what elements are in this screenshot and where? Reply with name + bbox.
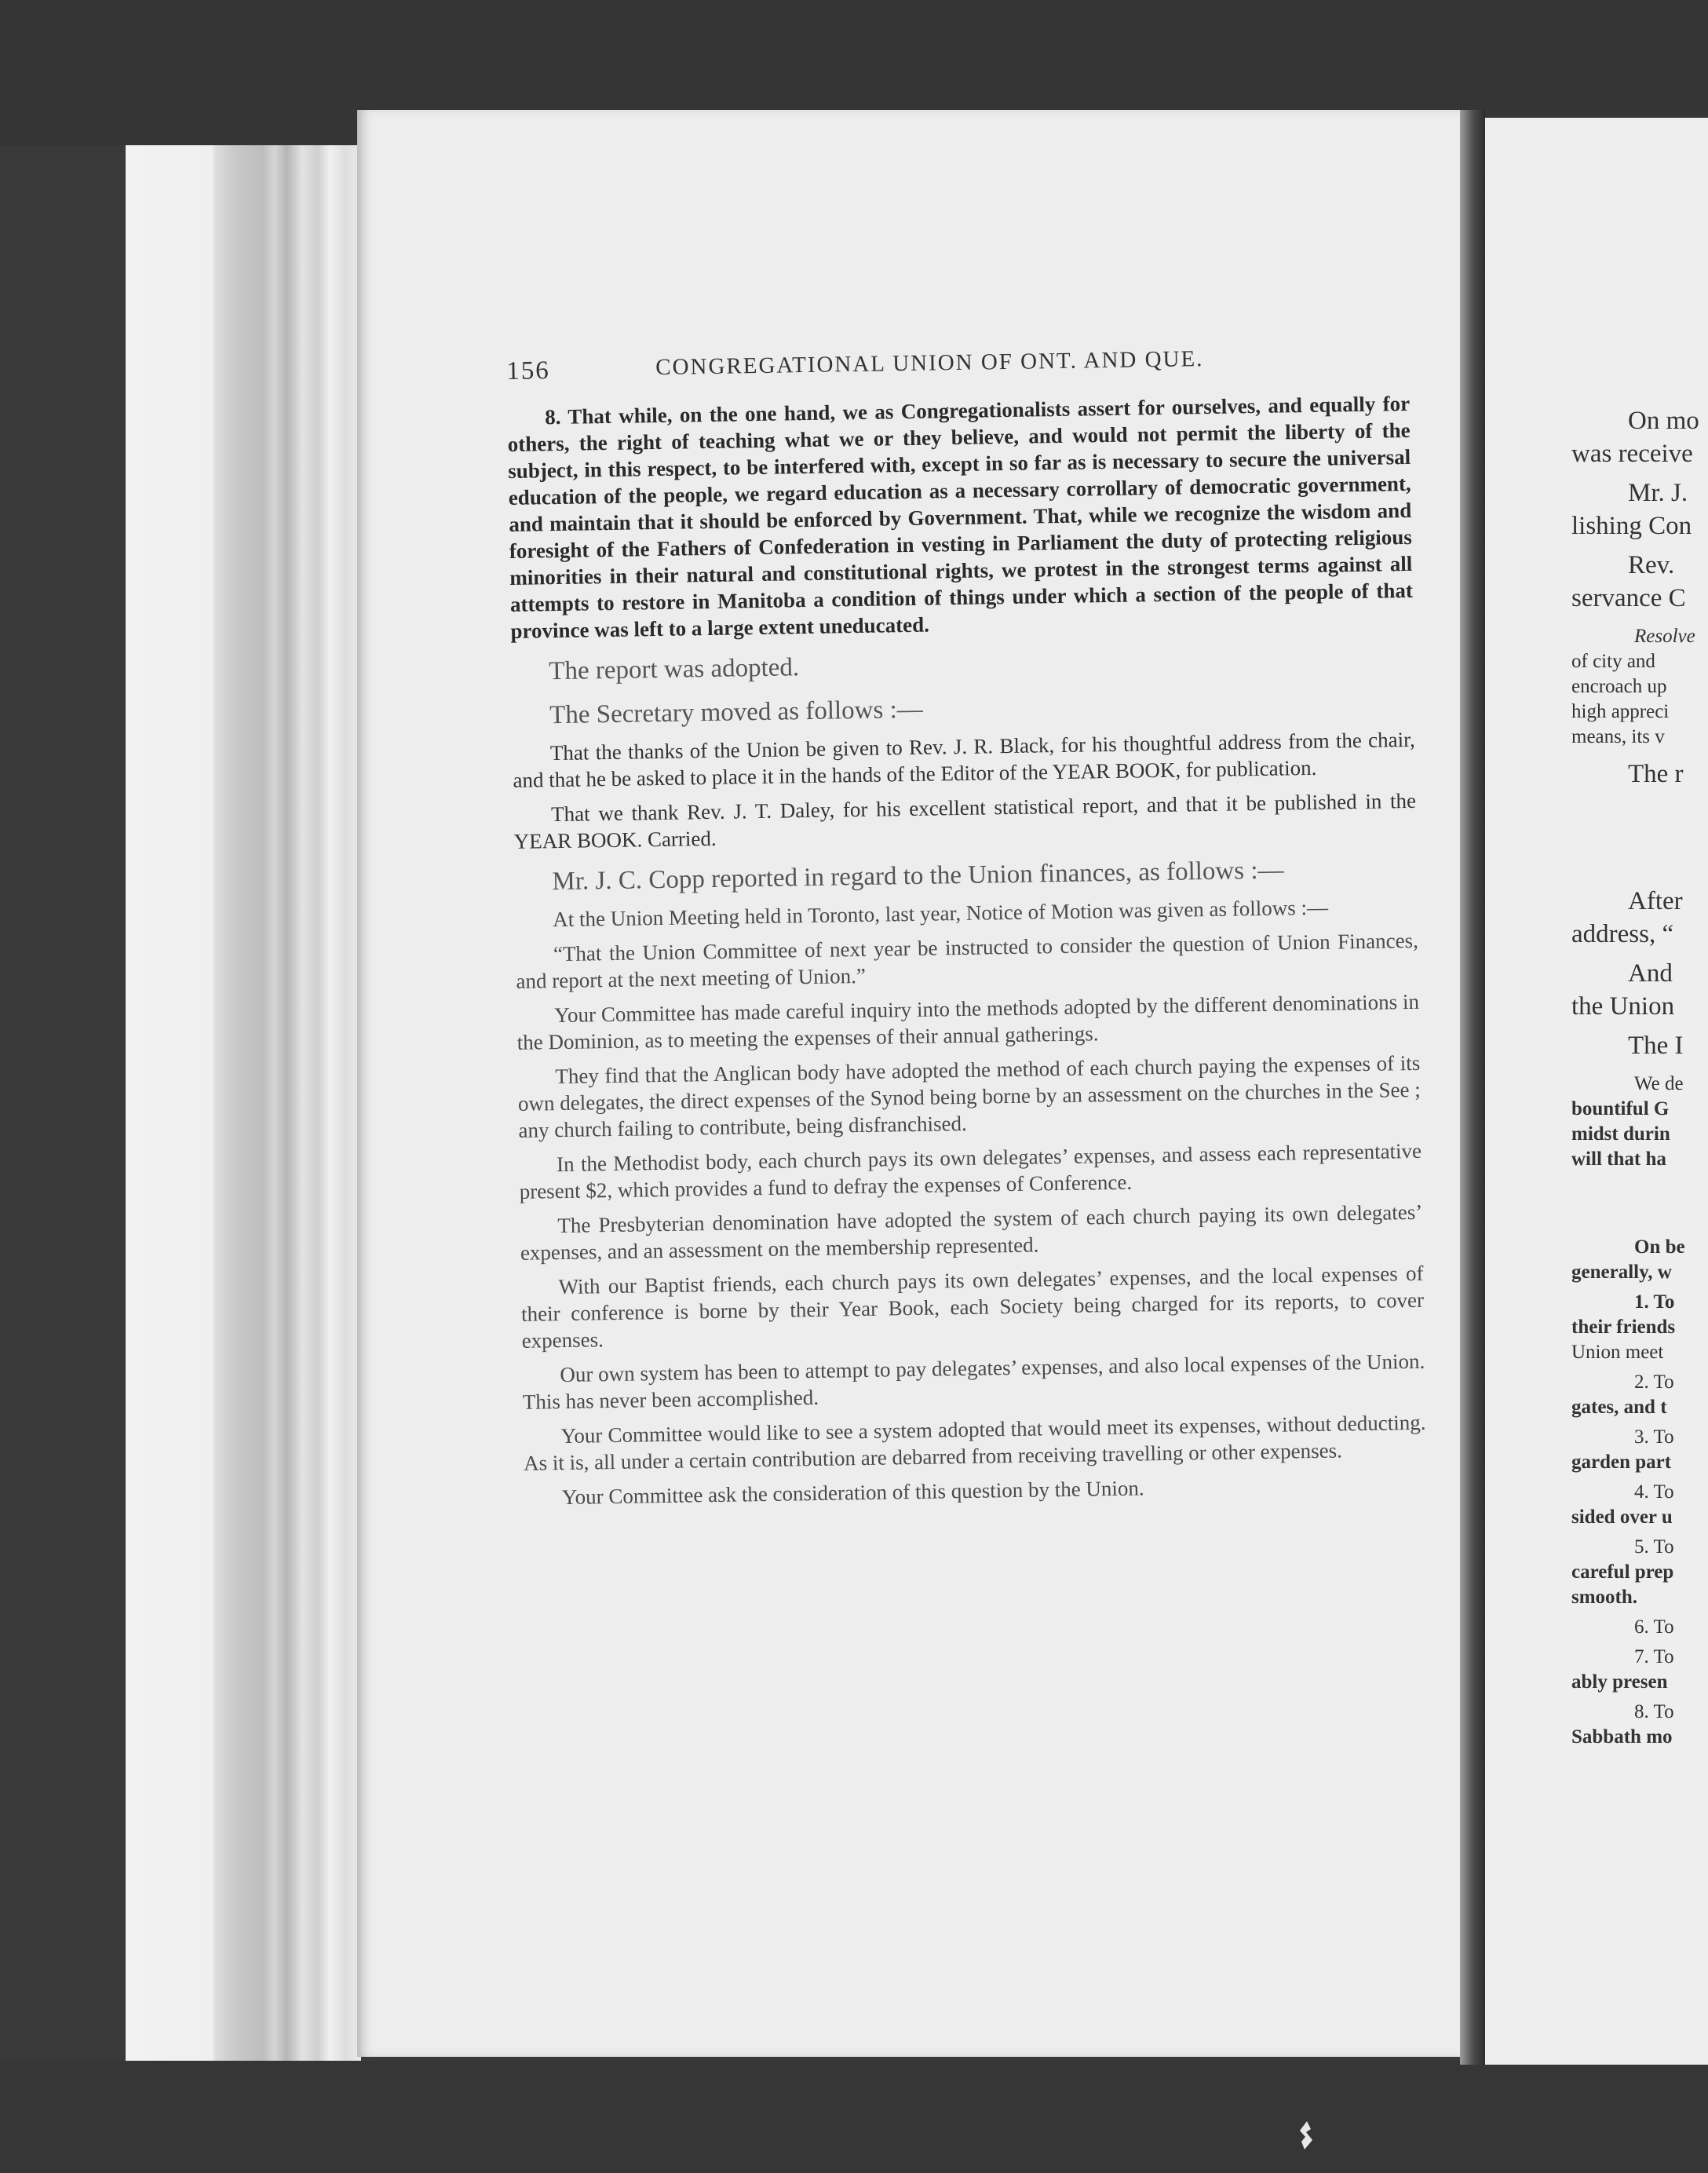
presbyterian-method: The Presbyterian denomination have adopted the system of each church paying its own delegates’ expenses, and an assessment on the membership represented. — [520, 1200, 1423, 1265]
right-page-line: the Union — [1571, 992, 1675, 1021]
baptist-method: With our Baptist friends, each church pays its own delegates’ expenses, and the local expenses of their conference is borne by their Year Book, each Society being charged for its reports, to cover expenses. — [520, 1261, 1425, 1353]
running-head: CONGREGATIONAL UNION OF ONT. AND QUE. — [655, 346, 1204, 381]
right-page-line: their friends — [1571, 1317, 1676, 1338]
right-page-line: 1. To — [1634, 1291, 1675, 1313]
book-page-edges — [126, 145, 361, 2061]
right-page-line: On mo — [1628, 407, 1699, 435]
right-page-line: means, its v — [1571, 726, 1665, 747]
right-page-line: 4. To — [1634, 1481, 1674, 1503]
right-page-line: midst durin — [1571, 1123, 1670, 1145]
right-page-line: ably presen — [1571, 1671, 1668, 1693]
right-page-line: After — [1628, 887, 1683, 915]
anglican-method: They find that the Anglican body have adopted the method of each church paying the expenses of its own delegates, the direct expenses of the Synod being borne by an assessment on the churches in the See ; any church failing to contribute, being disfranchised. — [517, 1050, 1422, 1142]
committee-inquiry: Your Committee has made careful inquiry into the methods adopted by the different denominations in the Dominion, as to meeting the expenses of their annual gatherings. — [516, 989, 1420, 1054]
right-page-line: The r — [1628, 760, 1684, 788]
right-page-line: 5. To — [1634, 1536, 1674, 1558]
right-page-line: servance C — [1571, 584, 1686, 612]
right-page-line: And — [1628, 959, 1673, 988]
right-page-line: Mr. J. — [1628, 479, 1688, 507]
right-page — [1485, 118, 1708, 2065]
committee-would-like: Your Committee would like to see a system adopted that would meet its expenses, without deducting. As it is, all under a certain contribution are debarred from receiving travelling or other expenses. — [523, 1410, 1426, 1475]
right-page-line: Rev. — [1628, 551, 1675, 579]
copp-reported: Mr. J. C. Copp reported in regard to the Union finances, as follows :— — [552, 856, 1284, 897]
right-page-line: encroach up — [1571, 676, 1667, 697]
right-page-line: Sabbath mo — [1571, 1726, 1673, 1748]
right-page-line: gates, and t — [1571, 1397, 1667, 1418]
scan-background-left — [0, 145, 130, 2173]
motion-thanks-daley: That we thank Rev. J. T. Daley, for his excellent statistical report, and that it be published in the YEAR BOOK. Carried. — [513, 788, 1417, 853]
right-page-line: careful prep — [1571, 1561, 1674, 1583]
right-page-line: generally, w — [1571, 1262, 1672, 1283]
resolution-8: 8. That while, on the one hand, we as Congregationalists assert for ourselves, and equally for others, the right of teaching what we or they believe, and would not permit the liberty of the subject, in this respect, to be interfered with, except in so far as is necessary to secure the universal education of the people, we regard education as a necessary corrollary of democratic government, and maintain that it should be enforced by Government. That, while we recognize the wisdom and foresight of the Fathers of Confederation in vesting in Parliament the duty of protecting religious minorities in their natural and constitutional rights, we protest in the strongest terms against all attempts to restore in Manitoba a condition of things under which a section of the people of that province was left to a large extent uneducated. — [507, 391, 1414, 643]
right-page-line: bountiful G — [1571, 1098, 1670, 1119]
right-page-line: smooth. — [1571, 1587, 1638, 1608]
right-page-line: high appreci — [1571, 701, 1670, 722]
right-page-line: sided over u — [1571, 1506, 1673, 1528]
right-page-line: lishing Con — [1571, 512, 1692, 540]
right-page-text — [1571, 404, 1708, 1750]
right-page-line: 3. To — [1634, 1426, 1674, 1448]
right-page-line: Resolve — [1634, 626, 1695, 647]
ask-consideration: Your Committee ask the consideration of this question by the Union. — [561, 1476, 1144, 1510]
right-page-line: We de — [1634, 1073, 1684, 1094]
motion-thanks-black: That the thanks of the Union be given to Rev. J. R. Black, for his thoughtful address from the chair, and that he be asked to place it in the hands of the Editor of the YEAR BOOK, for publication. — [513, 727, 1416, 792]
right-page-line: The I — [1628, 1032, 1684, 1060]
right-page-line: On be — [1634, 1236, 1685, 1258]
right-page-line: 8. To — [1634, 1701, 1674, 1722]
book-gutter — [1460, 110, 1485, 2065]
right-page-line: was receive — [1571, 440, 1693, 468]
left-page-text — [506, 343, 1427, 1511]
right-page-line: of city and — [1571, 651, 1655, 672]
secretary-moved: The Secretary moved as follows :— — [549, 695, 924, 730]
scan-speck — [1295, 2120, 1319, 2151]
methodist-method: In the Methodist body, each church pays its own delegates’ expenses, and assess each representative present $2, which provides a fund to defray the expenses of Conference. — [519, 1138, 1422, 1203]
own-system: Our own system has been to attempt to pay delegates’ expenses, and also local expenses of the Union. This has never been accomplished. — [522, 1349, 1425, 1414]
right-page-line: will that ha — [1571, 1149, 1666, 1170]
scan-background-bottom — [0, 2061, 1708, 2173]
right-page-line: 7. To — [1634, 1646, 1674, 1667]
right-page-line: 2. To — [1634, 1371, 1674, 1393]
right-page-line: Union meet — [1571, 1342, 1664, 1363]
right-page-line: 6. To — [1634, 1616, 1674, 1638]
notice-of-motion-quote: “That the Union Committee of next year be instructed to consider the question of Union Finances, and report at the next meeting of Union.” — [516, 928, 1419, 993]
right-page-line: address, “ — [1571, 920, 1674, 948]
report-adopted: The report was adopted. — [549, 653, 800, 686]
right-page-line: garden part — [1571, 1452, 1672, 1473]
page-number: 156 — [506, 356, 551, 385]
union-meeting-notice: At the Union Meeting held in Toronto, last year, Notice of Motion was given as follows :— — [553, 895, 1329, 932]
